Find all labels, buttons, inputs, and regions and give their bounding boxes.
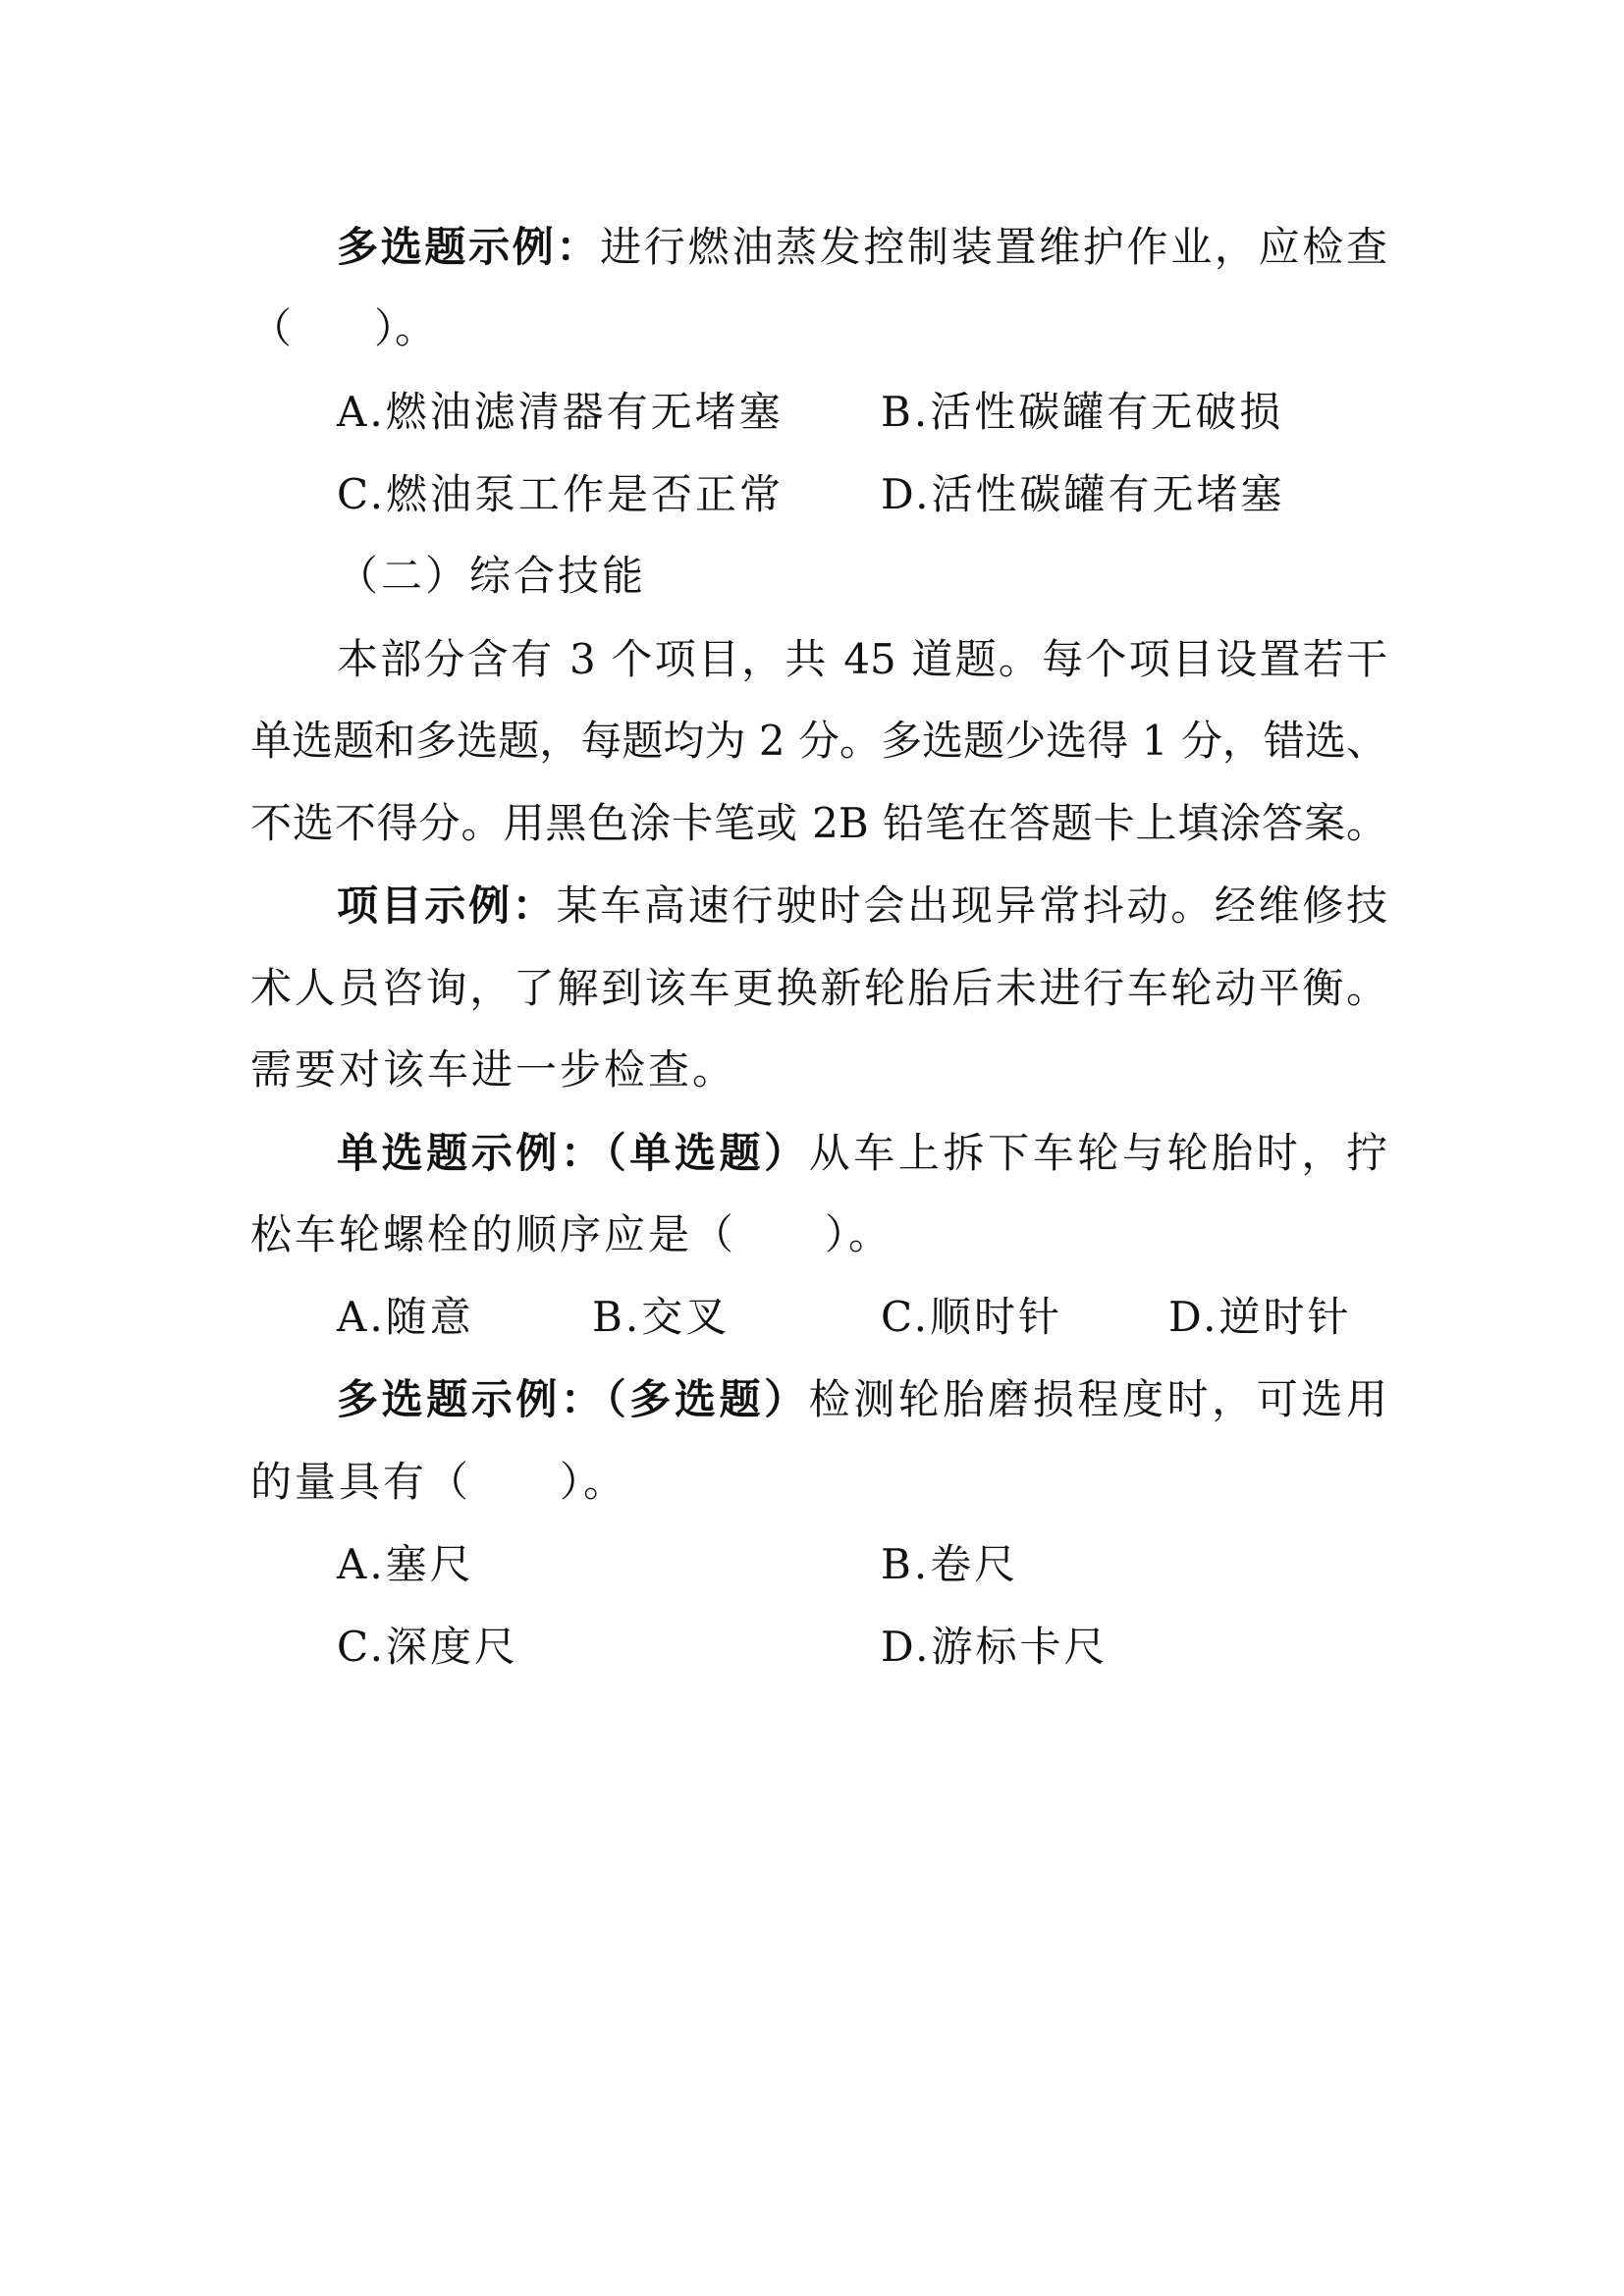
option-a: A.塞尺	[337, 1540, 474, 1588]
option-c: C.顺时针	[881, 1293, 1062, 1341]
paragraph-line: 单选题和多选题，每题均为 2 分。多选题少选得 1 分，错选、	[250, 717, 1387, 765]
question-blank: （ ）。	[250, 304, 437, 352]
option-a: A.燃油滤清器有无堵塞	[337, 388, 784, 436]
option-c: C.深度尺	[337, 1623, 518, 1671]
question-line	[337, 1374, 1387, 1425]
question-text: 从车上拆下车轮与轮胎时，拧	[808, 1129, 1387, 1177]
option-d: D.游标卡尺	[881, 1623, 1109, 1671]
example-label: 项目示例：	[337, 881, 557, 930]
question-text: 进行燃油蒸发控制装置维护作业，应检查	[600, 223, 1387, 271]
option-b: B.活性碳罐有无破损	[881, 388, 1284, 436]
paragraph-line: 需要对该车进一步检查。	[250, 1045, 737, 1094]
example-label: 多选题示例：	[337, 223, 601, 271]
paragraph-line: 术人员咨询，了解到该车更换新轮胎后未进行车轮动平衡。	[250, 964, 1387, 1012]
question-text: 检测轮胎磨损程度时，可选用	[808, 1375, 1387, 1423]
question-line: 的量具有（ ）。	[250, 1458, 628, 1506]
example-label: 多选题示例：（多选题）	[337, 1375, 809, 1423]
option-b: B.卷尺	[881, 1540, 1019, 1588]
paragraph-text: 某车高速行驶时会出现异常抖动。经维修技	[556, 881, 1387, 930]
question-line	[337, 1128, 1387, 1179]
section-heading: （二）综合技能	[337, 552, 647, 600]
option-c: C.燃油泵工作是否正常	[337, 470, 784, 518]
paragraph-line	[337, 881, 1387, 932]
paragraph-line: 不选不得分。用黑色涂卡笔或 2B 铅笔在答题卡上填涂答案。	[250, 799, 1387, 847]
example-label: 单选题示例：（单选题）	[337, 1129, 809, 1177]
option-a: A.随意	[337, 1293, 474, 1341]
option-b: B.交叉	[592, 1293, 731, 1341]
option-d: D.活性碳罐有无堵塞	[881, 470, 1285, 518]
question-line	[337, 222, 1387, 273]
paragraph-line: 本部分含有 3 个项目，共 45 道题。每个项目设置若干	[337, 635, 1387, 683]
option-d: D.逆时针	[1168, 1293, 1352, 1341]
question-line: 松车轮螺栓的顺序应是（ ）。	[250, 1210, 893, 1258]
